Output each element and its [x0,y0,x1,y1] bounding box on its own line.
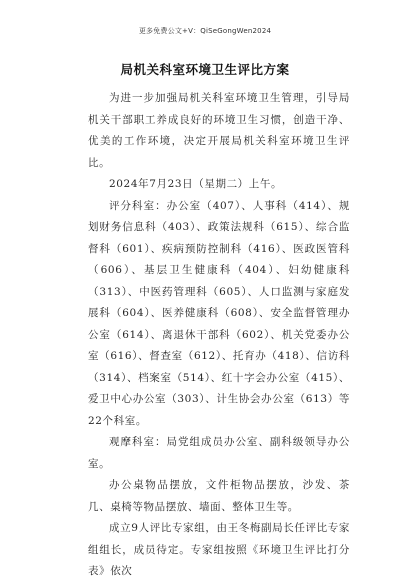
paragraph-scored-offices: 评分科室：办公室（407）、人事科（414）、规划财务信息科（403）、政策法规科（615）、综合监督科（601）、疾病预防控制科（416）、医政医管科（606）、基层卫生健康科（404）、妇幼健康科（313）、中医药管理科（605）、人口监测与家庭发展科（604）、医养健康科（608）、安全监督管理办公室（614）、离退休干部科（602）、机关党委办公室（616）、督查室（612）、托育办（418）、信访科（314）、档案室（514）、红十字会办公室（415）、爱卫中心办公室（303）、计生协会办公室（613）等22个科室。 [88,199,350,427]
paragraph-date: 2024年7月23日（星期二）上午。 [109,178,283,190]
paragraph-observed-offices: 观摩科室：局党组成员办公室、副科级领导办公室。 [88,436,350,470]
paragraph-criteria: 办公桌物品摆放，文件柜物品摆放，沙发、茶几、桌椅等物品摆放、墙面、整体卫生等。 [88,479,350,513]
paragraph-expert-group: 成立9人评比专家组，由王冬梅副局长任评比专家组组长，成员待定。专家组按照《环境卫生评比打分表》依次 [88,522,350,577]
paragraph-intro: 为进一步加强局机关科室环境卫生管理，引导局机关干部职工养成良好的环境卫生习惯，创造干净、优美的工作环境，决定开展局机关科室环境卫生评比。 [88,92,350,169]
document-body [88,88,350,583]
header-note: 更多免费公文+V：QiSeGongWen2024 [138,27,272,35]
document-title: 局机关科室环境卫生评比方案 [120,62,290,77]
